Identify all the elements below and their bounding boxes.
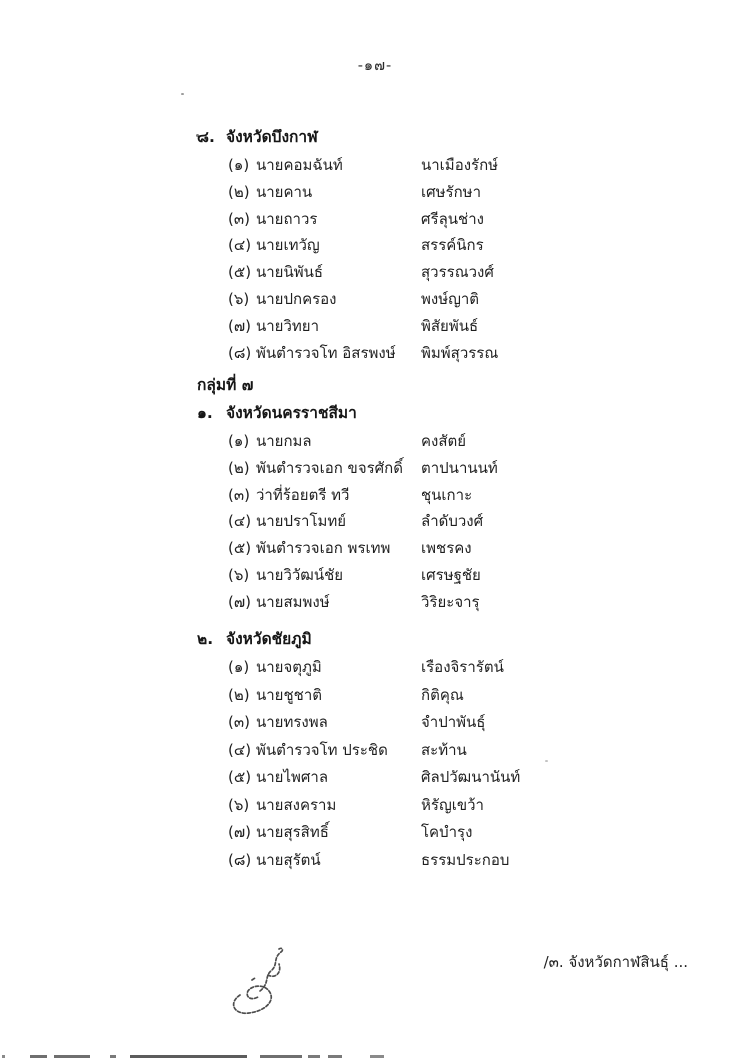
name-list [228, 429, 717, 617]
entry-last-name: สุวรรณวงศ์ [421, 263, 494, 282]
entry-number: (๑) [228, 658, 250, 676]
entry-last-name: เศษรักษา [421, 182, 481, 201]
entry-first-name: นายกมล [256, 432, 312, 450]
entry-first-name: พันตำรวจเอก พรเทพ [256, 539, 391, 558]
entry-last-name: นาเมืองรักษ์ [421, 156, 499, 174]
list-item [228, 456, 717, 483]
entry-number: (๒) [228, 182, 250, 201]
signature-mark [222, 933, 322, 1022]
list-item [228, 180, 717, 207]
section-number: ๘. [197, 128, 215, 146]
list-item [228, 820, 717, 848]
section-number: ๑. [197, 404, 213, 422]
entry-number: (๕) [228, 539, 252, 558]
entry-last-name: สะท้าน [421, 740, 467, 759]
section-header [197, 400, 717, 429]
entry-first-name: นายคาน [256, 182, 313, 201]
province-section-buengkan [197, 124, 717, 367]
entry-last-name: กิติคุณ [421, 685, 464, 704]
entry-number: (๖) [228, 795, 250, 814]
list-item [228, 260, 717, 287]
entry-first-name: นายถาวร [256, 209, 318, 228]
continuation-note: /๓. จังหวัดกาฬสินธุ์ ... [543, 953, 688, 971]
entry-last-name: ชุนเกาะ [421, 485, 473, 504]
list-item [228, 341, 717, 368]
entry-number: (๔) [228, 512, 252, 531]
entry-last-name: ธรรมประกอบ [421, 850, 510, 869]
entry-first-name: นายนิพันธ์ [256, 263, 324, 282]
group-heading: กลุ่มที่ ๗ [197, 376, 254, 394]
entry-last-name: คงสัตย์ [421, 432, 467, 450]
list-item [228, 509, 717, 536]
entry-number: (๘) [228, 850, 252, 869]
entry-number: (๘) [228, 343, 252, 362]
entry-last-name: พงษ์ญาติ [421, 289, 480, 308]
entry-number: (๒) [228, 458, 250, 477]
entry-last-name: เศรษฐชัย [421, 565, 481, 584]
entry-first-name: นายสุรัตน์ [256, 850, 321, 869]
entry-number: (๗) [228, 316, 251, 335]
entry-number: (๓) [228, 713, 250, 731]
entry-last-name: สรรค์นิกร [421, 236, 484, 255]
section-header [197, 124, 717, 153]
list-item [228, 536, 717, 563]
section-header [197, 626, 717, 655]
section-title: จังหวัดชัยภูมิ [226, 630, 312, 648]
entry-number: (๓) [228, 485, 250, 504]
entry-first-name: นายสงคราม [256, 795, 337, 814]
province-section-chaiyaphum [197, 626, 717, 875]
section-title: จังหวัดนครราชสีมา [226, 404, 357, 422]
list-item [228, 655, 717, 683]
entry-first-name: นายสมพงษ์ [256, 592, 330, 611]
entry-last-name: เรืองจิรารัตน์ [421, 658, 504, 676]
list-item [228, 710, 717, 738]
scan-artifact [2, 1055, 394, 1058]
entry-number: (๔) [228, 236, 252, 255]
list-item [228, 233, 717, 260]
entry-last-name: เพชรคง [421, 539, 472, 558]
province-section-nakhonratchasima [197, 400, 717, 617]
entry-number: (๕) [228, 768, 252, 786]
entry-first-name: พันตำรวจโท อิสรพงษ์ [256, 343, 396, 362]
list-item [228, 590, 717, 617]
entry-last-name: ลำดับวงศ์ [421, 512, 484, 531]
entry-number: (๔) [228, 740, 252, 759]
entry-number: (๓) [228, 209, 250, 228]
entry-first-name: นายทรงพล [256, 713, 328, 731]
list-item [228, 429, 717, 456]
list-item [228, 765, 717, 793]
list-item [228, 738, 717, 766]
entry-last-name: พิสัยพันธ์ [421, 316, 479, 335]
list-item [228, 793, 717, 821]
list-item [228, 848, 717, 876]
entry-number: (๑) [228, 156, 250, 174]
entry-number: (๖) [228, 565, 250, 584]
scan-speck [181, 93, 184, 95]
entry-first-name: นายเทวัญ [256, 236, 320, 255]
list-item [228, 563, 717, 590]
entry-number: (๗) [228, 823, 251, 841]
entry-first-name: นายปกครอง [256, 289, 337, 308]
entry-number: (๖) [228, 289, 250, 308]
entry-first-name: นายคอมฉันท์ [256, 156, 343, 174]
entry-first-name: นายวิทยา [256, 316, 319, 335]
list-item [228, 483, 717, 510]
entry-last-name: โคบำรุง [421, 823, 473, 841]
entry-number: (๒) [228, 685, 250, 704]
signature-scribble-icon [222, 933, 322, 1018]
entry-last-name: พิมพ์สุวรรณ [421, 343, 499, 362]
entry-first-name: นายจตุภูมิ [256, 658, 322, 676]
list-item [228, 287, 717, 314]
list-item [228, 314, 717, 341]
page-number: -๑๗- [357, 58, 393, 74]
entry-last-name: วิริยะจารุ [421, 592, 480, 611]
entry-last-name: จำปาพันธุ์ [421, 713, 486, 731]
entry-first-name: พันตำรวจเอก ขจรศักดิ์ [256, 458, 404, 477]
entry-number: (๑) [228, 432, 250, 450]
entry-last-name: ตาปนานนท์ [421, 458, 498, 477]
entry-first-name: ว่าที่ร้อยตรี ทวี [256, 485, 350, 504]
entry-first-name: นายไพศาล [256, 768, 329, 786]
section-number: ๒. [197, 630, 214, 648]
name-list [228, 153, 717, 367]
entry-last-name: ศรีลุนช่าง [421, 209, 484, 228]
entry-number: (๗) [228, 592, 251, 611]
list-item [228, 207, 717, 234]
list-item [228, 683, 717, 711]
name-list [228, 655, 717, 875]
entry-number: (๕) [228, 263, 252, 282]
section-title: จังหวัดบึงกาฬ [226, 128, 318, 146]
list-item [228, 153, 717, 180]
entry-first-name: พันตำรวจโท ประชิด [256, 740, 388, 759]
entry-first-name: นายชูชาติ [256, 685, 322, 704]
entry-first-name: นายสุรสิทธิ์ [256, 823, 329, 841]
entry-first-name: นายวิวัฒน์ชัย [256, 565, 344, 584]
entry-first-name: นายปราโมทย์ [256, 512, 347, 531]
entry-last-name: ศิลปวัฒนานันท์ [421, 768, 521, 786]
entry-last-name: หิรัญเขว้า [421, 795, 484, 814]
